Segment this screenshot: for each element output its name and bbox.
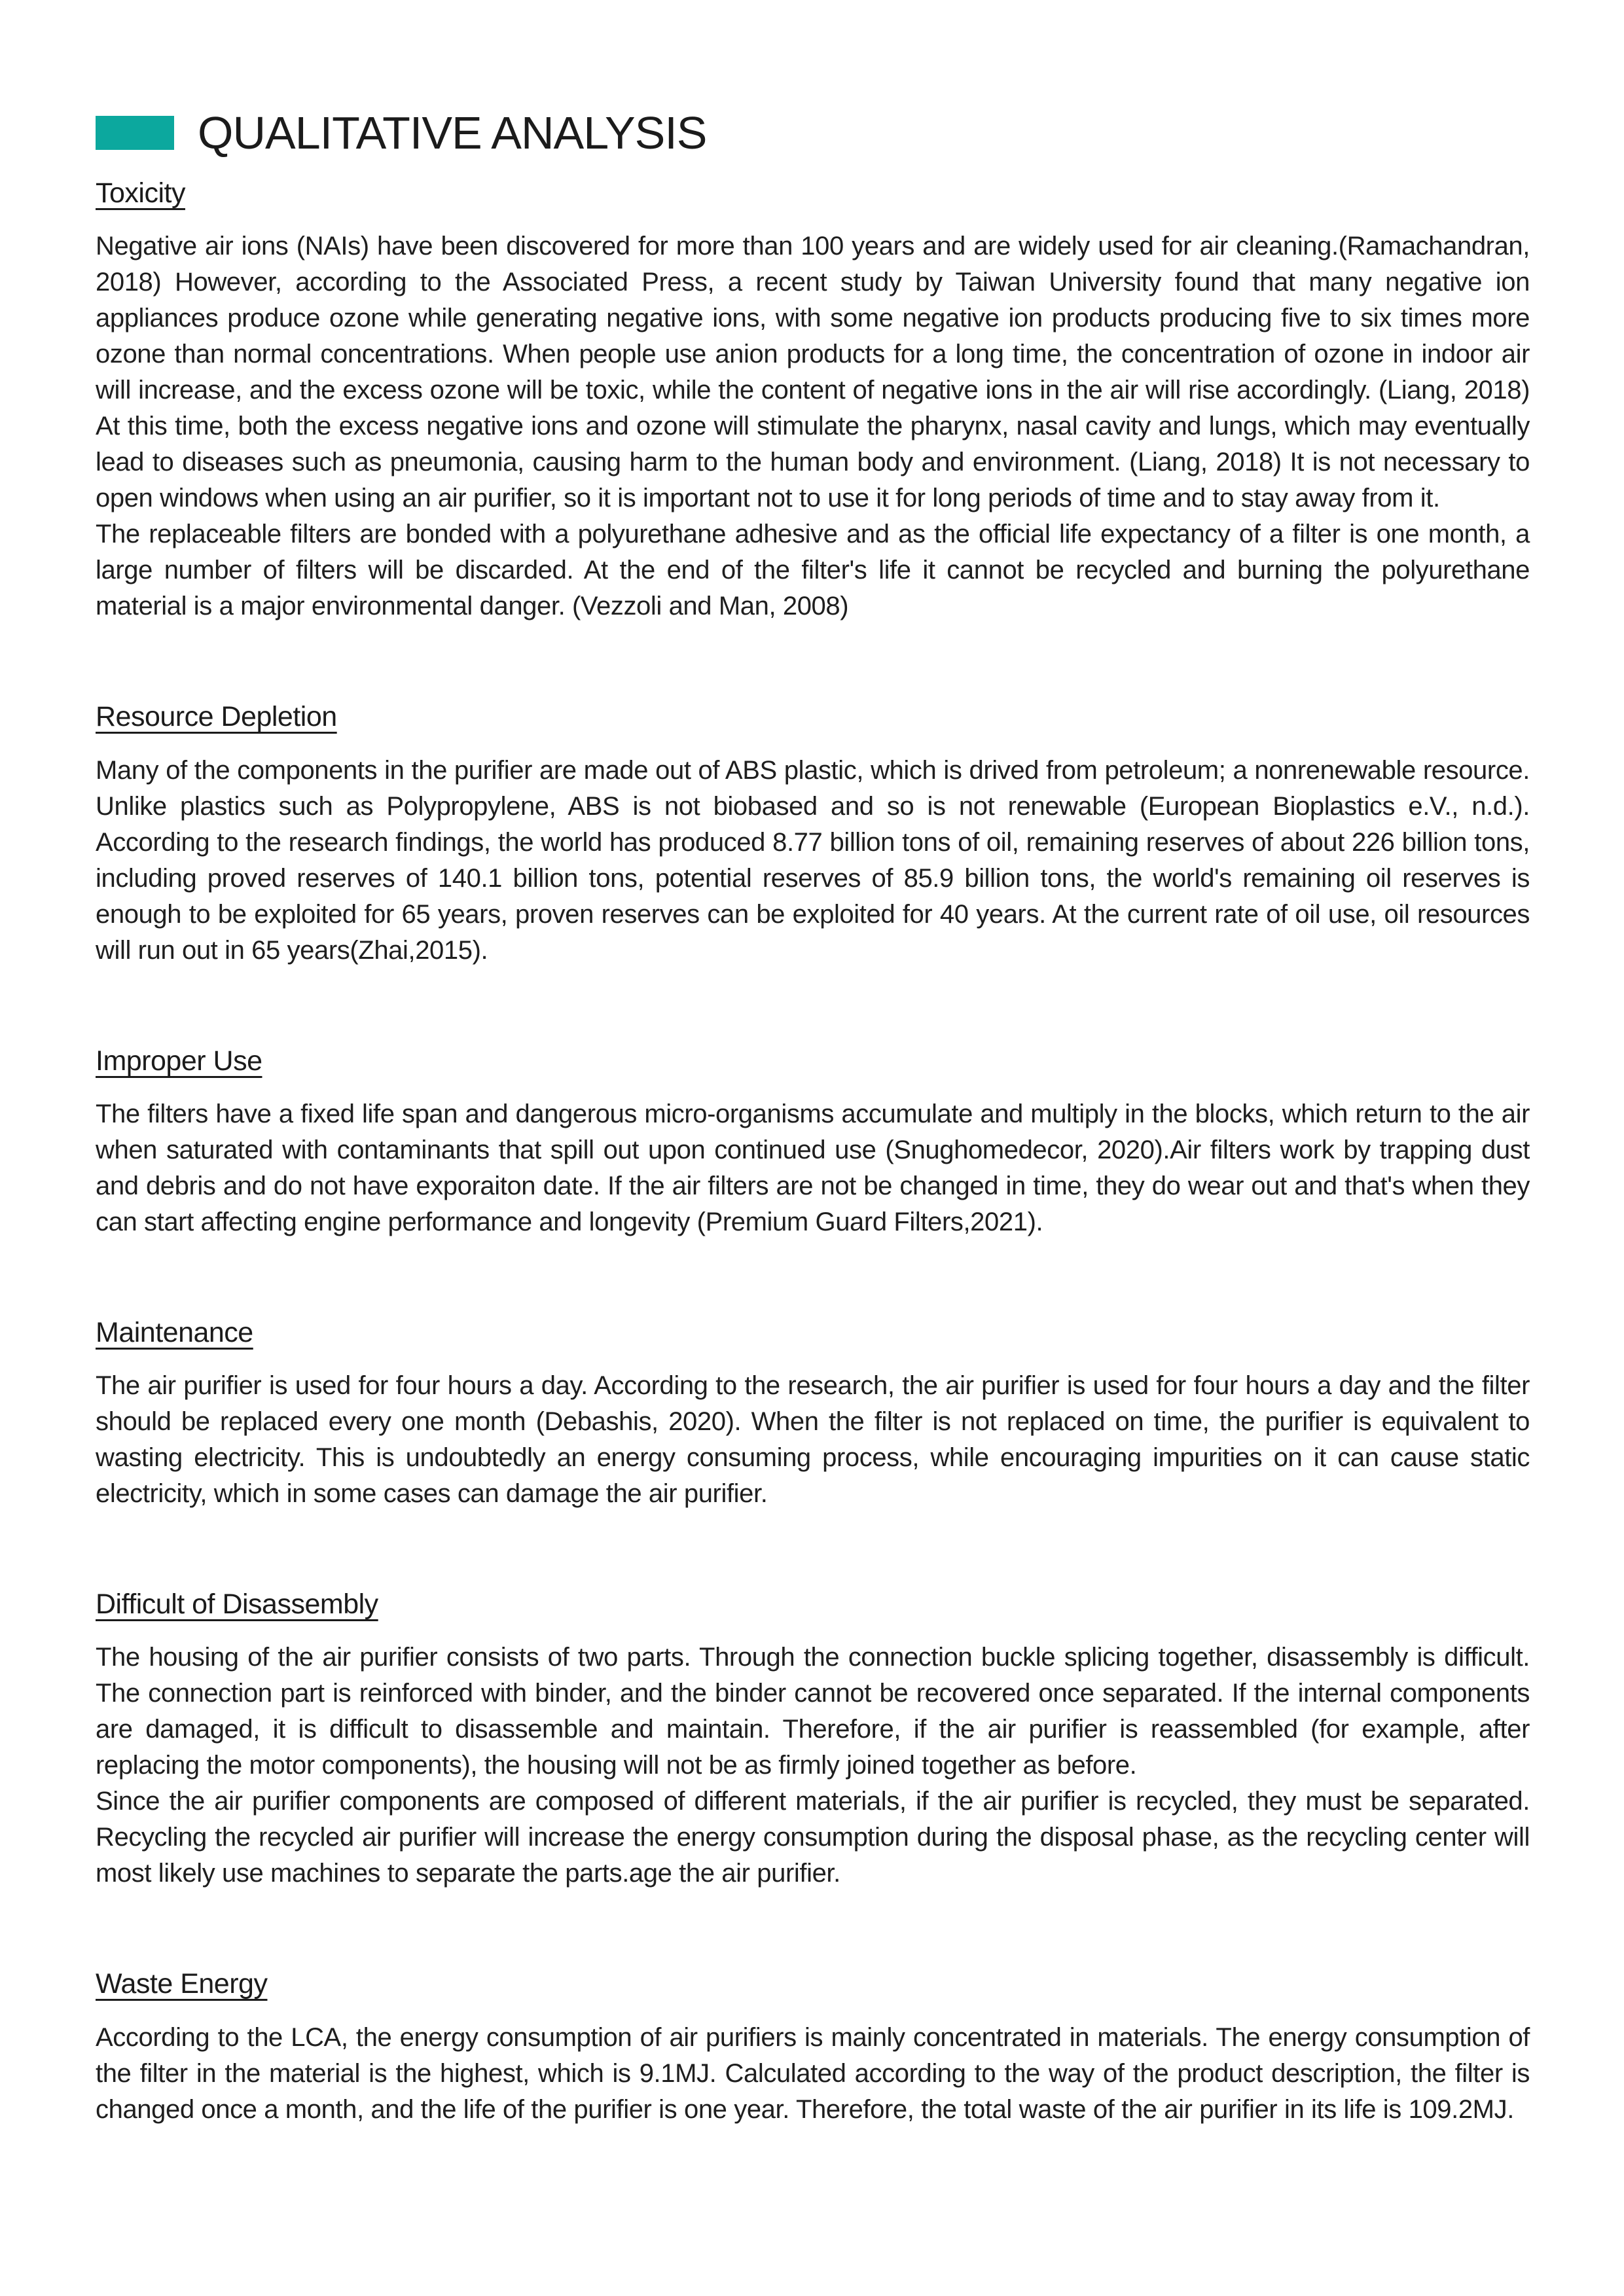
paragraph: The filters have a fixed life span and dangerous micro-organisms accumulate and multiply in the blocks, which return to the air when saturated with contaminants that spill out upon continued use (Snughomedecor, 2020).Air filters work by trapping dust and debris and do not have exporaiton date. If the air filters are not be changed in time, they do wear out and that's when they can start affecting engine performance and longevity (Premium Guard Filters,2021).: [96, 1099, 1530, 1236]
section-heading-waste-energy: Waste Energy: [96, 1968, 268, 2000]
section-heading-improper-use: Improper Use: [96, 1045, 262, 1077]
paragraph: Negative air ions (NAIs) have been discovered for more than 100 years and are widely used for air cleaning.(Ramachandran, 2018) However, according to the Associated Press, a recent study by Taiwan University found that many negative ion appliances produce ozone while generating negative ions, with some negative ion products producing five to six times more ozone than normal concentrations. When people use anion products for a long time, the concentration of ozone in indoor air will increase, and the excess ozone will be toxic, while the content of negative ions in the air will rise accordingly. (Liang, 2018) At this time, both the excess negative ions and ozone will stimulate the pharynx, nasal cavity and lungs, which may eventually lead to diseases such as pneumonia, causing harm to the human body and environment. (Liang, 2018) It is not necessary to open windows when using an air purifier, so it is important not to use it for long periods of time and to stay away from it.: [96, 232, 1530, 513]
section-resource-depletion: [96, 702, 1530, 968]
section-waste-energy: [96, 1969, 1530, 2127]
section-heading-resource-depletion: Resource Depletion: [96, 701, 337, 733]
section-heading-difficult-of-disassembly: Difficult of Disassembly: [96, 1588, 378, 1621]
section-heading-toxicity: Toxicity: [96, 177, 185, 209]
section-toxicity: [96, 178, 1530, 624]
page-header: [96, 107, 1530, 158]
section-maintenance: [96, 1318, 1530, 1512]
section-heading-maintenance: Maintenance: [96, 1316, 253, 1348]
paragraph: The replaceable filters are bonded with a polyurethane adhesive and as the official life expectancy of a filter is one month, a large number of filters will be discarded. At the end of the filter's life it cannot be recycled and burning the polyurethane material is a major environmental danger. (Vezzoli and Man, 2008): [96, 520, 1530, 621]
page-title: QUALITATIVE ANALYSIS: [198, 107, 707, 158]
paragraph: Many of the components in the purifier are made out of ABS plastic, which is drived from petroleum; a nonrenewable resource. Unlike plastics such as Polypropylene, ABS is not biobased and so is not renewable (European Bioplastics e.V., n.d.). According to the research findings, the world has produced 8.77 billion tons of oil, remaining reserves of about 226 billion tons, including proved reserves of 140.1 billion tons, potential reserves of 85.9 billion tons, the world's remaining oil reserves is enough to be exploited for 65 years, proven reserves can be exploited for 40 years. At the current rate of oil use, oil resources will run out in 65 years(Zhai,2015).: [96, 755, 1530, 965]
paragraph: Since the air purifier components are composed of different materials, if the air purifier is recycled, they must be separated. Recycling the recycled air purifier will increase the energy consumption during the disposal phase, as the recycling center will most likely use machines to separate the parts.age the air purifier.: [96, 1787, 1530, 1888]
section-difficult-of-disassembly: [96, 1589, 1530, 1892]
paragraph: The air purifier is used for four hours a day. According to the research, the air purifier is used for four hours a day and the filter should be replaced every one month (Debashis, 2020). When the filter is not replaced on time, the purifier is equivalent to wasting electricity. This is undoubtedly an energy consuming process, while encouraging impurities on it can cause static electricity, which in some cases can damage the air purifier.: [96, 1371, 1530, 1509]
paragraph: The housing of the air purifier consists of two parts. Through the connection buckle splicing together, disassembly is difficult. The connection part is reinforced with binder, and the binder cannot be recovered once separated. If the internal components are damaged, it is difficult to disassemble and maintain. Therefore, if the air purifier is reassembled (for example, after replacing the motor components), the housing will not be as firmly joined together as before.: [96, 1643, 1530, 1780]
accent-swatch: [96, 116, 174, 150]
section-improper-use: [96, 1046, 1530, 1240]
paragraph: According to the LCA, the energy consumption of air purifiers is mainly concentrated in materials. The energy consumption of the filter in the material is the highest, which is 9.1MJ. Calculated according to the way of the product description, the filter is changed once a month, and the life of the purifier is one year. Therefore, the total waste of the air purifier in its life is 109.2MJ.: [96, 2022, 1530, 2124]
